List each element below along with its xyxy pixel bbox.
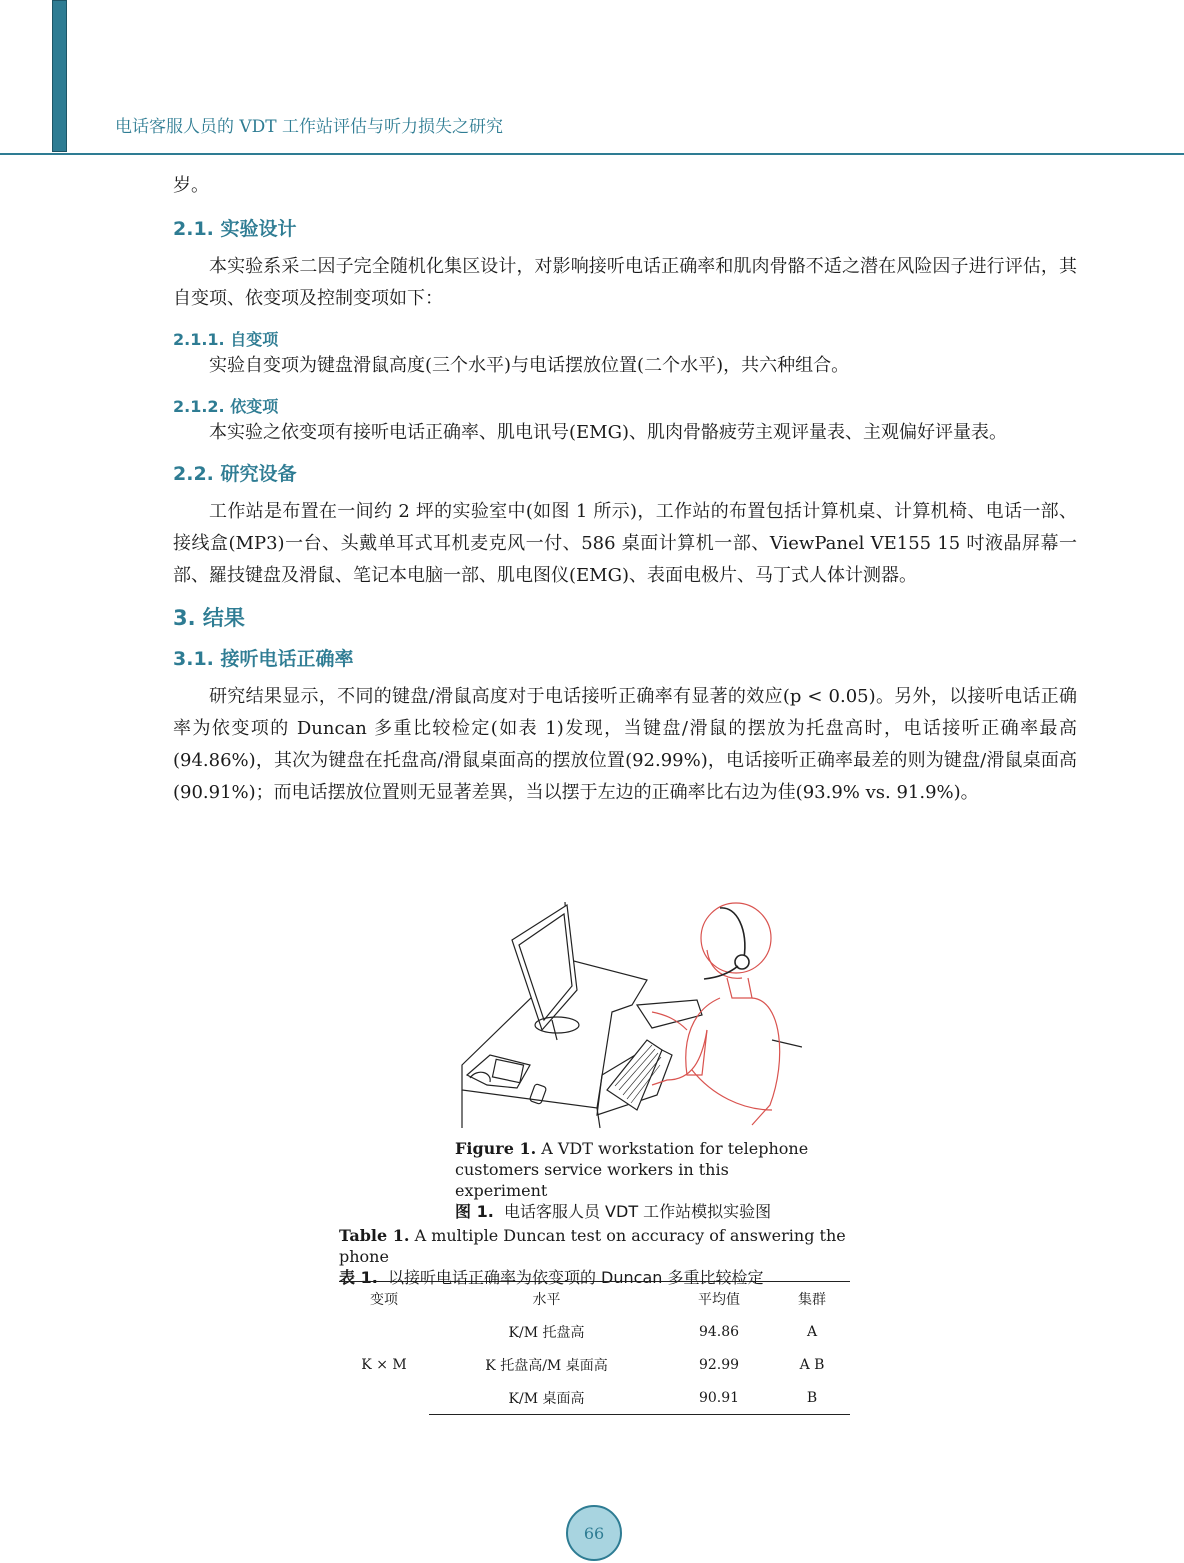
table-variable-cell: K × M [361, 1356, 407, 1373]
section-heading-2-1: 2.1. 实验设计 [173, 218, 297, 240]
table-header-cell: 水平 [429, 1282, 664, 1316]
table-header-row [339, 1282, 850, 1316]
main-content [173, 170, 1077, 809]
figure-caption-zh: 电话客服人员 VDT 工作站模拟实验图 [503, 1202, 772, 1221]
table-header-cell: 平均值 [664, 1282, 774, 1316]
mouse-pad [637, 1000, 702, 1028]
running-header: 电话客服人员的 VDT 工作站评估与听力损失之研究 [115, 117, 504, 137]
table-level-cell: K/M 桌面高 [429, 1381, 664, 1415]
table-mean-cell: 92.99 [698, 1356, 740, 1373]
section-heading-2-1-2: 2.1.2. 依变项 [173, 397, 279, 416]
table-level-cell: K 托盘高/M 桌面高 [485, 1357, 608, 1374]
header-accent-bar [52, 0, 67, 152]
figure-caption-en: A VDT workstation for telephone customers service workers in this experiment [455, 1139, 809, 1200]
table-level-cell: K/M 托盘高 [508, 1324, 585, 1341]
table-title-en: A multiple Duncan test on accuracy of answering the phone [339, 1226, 846, 1266]
figure-label: Figure 1. [455, 1139, 537, 1158]
figure-label-zh: 图 1. [455, 1202, 494, 1221]
header-divider [0, 153, 1184, 155]
section-heading-2-2: 2.2. 研究设备 [173, 463, 297, 485]
monitor-neck [552, 1020, 557, 1040]
section-heading-3: 3. 结果 [173, 606, 245, 630]
headset-icon [704, 908, 749, 979]
section-heading-3-1: 3.1. 接听电话正确率 [173, 648, 354, 670]
section-heading-2-1-1: 2.1.1. 自变项 [173, 330, 279, 349]
table-1-title [339, 1225, 859, 1288]
paragraph-2-1-1: 实验自变项为键盘滑鼠高度(三个水平)与电话摆放位置(二个水平)，共六种组合。 [209, 355, 850, 376]
paragraph-2-1: 本实验系采二因子完全随机化集区设计，对影响接听电话正确率和肌肉骨骼不适之潜在风险因子进行评估，其自变项、依变项及控制变项如下： [173, 256, 1077, 309]
paragraph-2-1-2: 本实验之依变项有接听电话正确率、肌电讯号(EMG)、肌肉骨骼疲劳主观评量表、主观偏好评量表。 [209, 422, 1007, 443]
monitor-screen [512, 905, 577, 1030]
table-label: Table 1. [339, 1226, 410, 1245]
paragraph-fragment: 岁。 [173, 175, 209, 196]
table-row [339, 1315, 850, 1348]
page-number-badge: 66 [566, 1505, 622, 1561]
table-cluster-cell: B [774, 1381, 850, 1415]
paragraph-2-2: 工作站是布置在一间约 2 坪的实验室中(如图 1 所示)，工作站的布置包括计算机桌、计算机椅、电话一部、接线盒(MP3)一台、头戴单耳式耳机麦克风一付、586 桌面计算机一部、ViewPanel VE155 15 吋液晶屏幕一部、羅技键盘及滑鼠、笔记本电脑一部、肌电图仪(EMG)、表面电极片、马丁式人体计测器。 [173, 501, 1077, 586]
table-header-cell: 变项 [339, 1282, 429, 1316]
table-title-zh: 以接听电话正确率为依变项的 Duncan 多重比较检定 [387, 1268, 764, 1287]
table-header-cell: 集群 [774, 1282, 850, 1316]
table-cluster-cell: A B [799, 1356, 825, 1373]
figure-1-caption [455, 1138, 815, 1222]
table-label-zh: 表 1. [339, 1268, 378, 1287]
figure-1-illustration [452, 900, 802, 1130]
table-cluster-cell: A [806, 1323, 818, 1340]
paragraph-3-1: 研究结果显示，不同的键盘/滑鼠高度对于电话接听正确率有显著的效应(p < 0.05)。另外，以接听电话正确率为依变项的 Duncan 多重比较检定(如表 1)发现，当键盘/滑鼠的摆放为托盘高时，电话接听正确率最高(94.86%)，其次为键盘在托盘高/滑鼠桌面高的摆放位置(92.99%)，电话接听正确率最差的则为键盘/滑鼠桌面高(90.91%)；而电话摆放位置则无显著差異，当以摆于左边的正确率比右边为佳(93.9% vs. 91.9%)。 [173, 686, 1077, 803]
duncan-table [339, 1281, 850, 1415]
table-mean-cell: 90.91 [664, 1381, 774, 1415]
wall-line [772, 1040, 802, 1047]
table-mean-cell: 94.86 [698, 1323, 740, 1340]
